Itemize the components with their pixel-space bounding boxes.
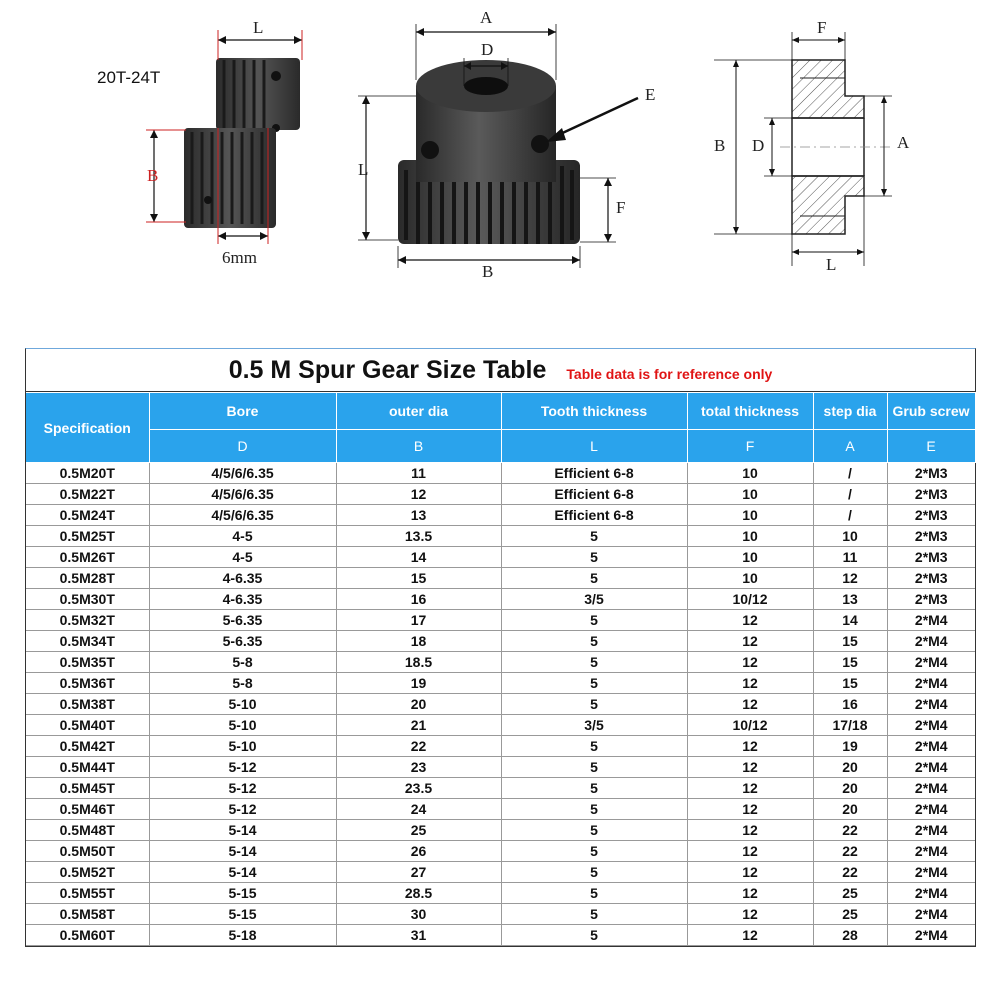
column-header-bore: Bore xyxy=(149,393,336,430)
column-letter-a: A xyxy=(813,430,887,463)
table-cell: 16 xyxy=(336,589,501,610)
table-cell: 2*M4 xyxy=(887,631,975,652)
table-row xyxy=(26,694,975,715)
table-cell: 5-12 xyxy=(149,799,336,820)
table-cell: 2*M4 xyxy=(887,715,975,736)
table-cell: 12 xyxy=(687,925,813,946)
gear-size-table xyxy=(26,392,976,946)
table-cell: 5 xyxy=(501,778,687,799)
table-cell: 0.5M36T xyxy=(26,673,149,694)
table-cell: 10 xyxy=(687,547,813,568)
table-cell: 5 xyxy=(501,673,687,694)
diagram-label-a: A xyxy=(897,133,910,152)
table-cell: Efficient 6-8 xyxy=(501,484,687,505)
table-cell: 4-5 xyxy=(149,547,336,568)
table-cell: 28 xyxy=(813,925,887,946)
diagram-label-d: D xyxy=(752,136,765,155)
table-cell: 27 xyxy=(336,862,501,883)
table-cell: 2*M4 xyxy=(887,841,975,862)
table-cell: 12 xyxy=(687,694,813,715)
table-cell: 5 xyxy=(501,862,687,883)
table-cell: 5-15 xyxy=(149,904,336,925)
table-cell: 18 xyxy=(336,631,501,652)
table-cell: 5 xyxy=(501,799,687,820)
table-cell: 0.5M28T xyxy=(26,568,149,589)
table-cell: 5-10 xyxy=(149,736,336,757)
table-cell: 2*M4 xyxy=(887,757,975,778)
table-row xyxy=(26,757,975,778)
column-header-specification: Specification xyxy=(26,393,149,463)
column-header-tooth-thickness: Tooth thickness xyxy=(501,393,687,430)
table-cell: 5-6.35 xyxy=(149,631,336,652)
dim-label-a: A xyxy=(480,8,493,27)
column-letter-f: F xyxy=(687,430,813,463)
table-cell: 5-18 xyxy=(149,925,336,946)
table-cell: 2*M4 xyxy=(887,799,975,820)
table-row xyxy=(26,610,975,631)
table-cell: 0.5M22T xyxy=(26,484,149,505)
table-cell: 2*M3 xyxy=(887,484,975,505)
column-header-total-thickness: total thickness xyxy=(687,393,813,430)
diagram-label-l: L xyxy=(826,255,837,274)
table-cell: 10 xyxy=(687,505,813,526)
diagram-label-f: F xyxy=(817,18,827,37)
table-cell: 11 xyxy=(813,547,887,568)
table-cell: 20 xyxy=(813,778,887,799)
table-cell: 2*M4 xyxy=(887,820,975,841)
table-cell: 2*M3 xyxy=(887,589,975,610)
column-letter-d: D xyxy=(149,430,336,463)
table-cell: 14 xyxy=(336,547,501,568)
table-row xyxy=(26,589,975,610)
table-cell: 5 xyxy=(501,883,687,904)
table-cell: 5 xyxy=(501,820,687,841)
table-cell: 12 xyxy=(687,778,813,799)
table-cell: 0.5M24T xyxy=(26,505,149,526)
dim-label-f: F xyxy=(616,198,626,217)
table-cell: 25 xyxy=(813,883,887,904)
table-cell: 5 xyxy=(501,736,687,757)
gear-cross-section-diagram xyxy=(700,0,960,290)
table-cell: 4/5/6/6.35 xyxy=(149,484,336,505)
table-cell: 5 xyxy=(501,925,687,946)
table-cell: 12 xyxy=(687,673,813,694)
dim-label-b: B xyxy=(147,166,159,185)
table-cell: 17/18 xyxy=(813,715,887,736)
table-cell: 5-14 xyxy=(149,841,336,862)
table-cell: 13.5 xyxy=(336,526,501,547)
table-cell: 20 xyxy=(813,757,887,778)
table-cell: / xyxy=(813,505,887,526)
table-cell: Efficient 6-8 xyxy=(501,505,687,526)
table-cell: 5 xyxy=(501,694,687,715)
table-cell: 0.5M52T xyxy=(26,862,149,883)
table-cell: 0.5M35T xyxy=(26,652,149,673)
table-row xyxy=(26,463,975,484)
table-cell: 0.5M40T xyxy=(26,715,149,736)
table-cell: 2*M4 xyxy=(887,862,975,883)
table-cell: 19 xyxy=(336,673,501,694)
table-cell: 10/12 xyxy=(687,715,813,736)
table-cell: 10 xyxy=(687,568,813,589)
table-cell: 4/5/6/6.35 xyxy=(149,505,336,526)
table-cell: 22 xyxy=(336,736,501,757)
table-cell: 5 xyxy=(501,904,687,925)
table-row xyxy=(26,631,975,652)
table-title: 0.5 M Spur Gear Size Table xyxy=(228,355,547,384)
table-cell: 2*M3 xyxy=(887,463,975,484)
table-cell: 5-8 xyxy=(149,673,336,694)
table-row xyxy=(26,673,975,694)
table-cell: 2*M4 xyxy=(887,883,975,904)
table-row xyxy=(26,526,975,547)
table-cell: 0.5M42T xyxy=(26,736,149,757)
table-cell: 0.5M45T xyxy=(26,778,149,799)
table-cell: 22 xyxy=(813,862,887,883)
table-cell: 0.5M25T xyxy=(26,526,149,547)
table-cell: 12 xyxy=(687,799,813,820)
table-cell: 2*M4 xyxy=(887,778,975,799)
table-body xyxy=(26,463,975,946)
size-table xyxy=(25,348,976,947)
dim-label-l: L xyxy=(358,160,369,179)
table-cell: 21 xyxy=(336,715,501,736)
table-cell: 31 xyxy=(336,925,501,946)
table-row xyxy=(26,862,975,883)
table-cell: 2*M3 xyxy=(887,568,975,589)
table-row xyxy=(26,778,975,799)
table-cell: 0.5M46T xyxy=(26,799,149,820)
table-title-row xyxy=(26,349,975,392)
table-cell: 2*M3 xyxy=(887,505,975,526)
table-cell: 24 xyxy=(336,799,501,820)
table-cell: 0.5M20T xyxy=(26,463,149,484)
table-cell: 4-5 xyxy=(149,526,336,547)
table-cell: 20 xyxy=(336,694,501,715)
gear-illustrations xyxy=(0,0,1000,320)
table-row xyxy=(26,736,975,757)
table-cell: 0.5M26T xyxy=(26,547,149,568)
column-header-grub-screw: Grub screw xyxy=(887,393,975,430)
table-cell: 15 xyxy=(813,673,887,694)
table-cell: 12 xyxy=(813,568,887,589)
table-cell: 15 xyxy=(813,631,887,652)
table-cell: 2*M4 xyxy=(887,694,975,715)
table-cell: 5-15 xyxy=(149,883,336,904)
table-row xyxy=(26,652,975,673)
table-cell: 10 xyxy=(813,526,887,547)
table-cell: 0.5M38T xyxy=(26,694,149,715)
dim-label-b: B xyxy=(482,262,494,281)
table-cell: 4/5/6/6.35 xyxy=(149,463,336,484)
table-cell: 23 xyxy=(336,757,501,778)
table-cell: 5 xyxy=(501,547,687,568)
reference-note: Table data is for reference only xyxy=(566,366,773,382)
table-cell: 25 xyxy=(813,904,887,925)
table-cell: 0.5M60T xyxy=(26,925,149,946)
table-cell: 2*M4 xyxy=(887,904,975,925)
table-cell: 22 xyxy=(813,841,887,862)
table-cell: 5 xyxy=(501,526,687,547)
table-cell: 15 xyxy=(813,652,887,673)
table-cell: 5-14 xyxy=(149,820,336,841)
table-cell: 12 xyxy=(687,610,813,631)
table-cell: 2*M4 xyxy=(887,925,975,946)
table-row xyxy=(26,820,975,841)
column-header-step-dia: step dia xyxy=(813,393,887,430)
table-cell: 0.5M50T xyxy=(26,841,149,862)
column-letter-e: E xyxy=(887,430,975,463)
table-cell: 10 xyxy=(687,463,813,484)
table-cell: 2*M4 xyxy=(887,610,975,631)
table-cell: 3/5 xyxy=(501,715,687,736)
table-row xyxy=(26,547,975,568)
table-cell: 4-6.35 xyxy=(149,589,336,610)
table-cell: 12 xyxy=(687,862,813,883)
table-cell: 10/12 xyxy=(687,589,813,610)
gear-range-note: 20T-24T xyxy=(97,68,161,87)
table-cell: 11 xyxy=(336,463,501,484)
table-cell: 22 xyxy=(813,820,887,841)
column-letter-b: B xyxy=(336,430,501,463)
table-cell: / xyxy=(813,484,887,505)
table-cell: 0.5M58T xyxy=(26,904,149,925)
table-cell: 12 xyxy=(687,883,813,904)
table-cell: 10 xyxy=(687,526,813,547)
table-cell: 19 xyxy=(813,736,887,757)
table-cell: 5-12 xyxy=(149,778,336,799)
table-cell: 12 xyxy=(687,904,813,925)
table-cell: 0.5M44T xyxy=(26,757,149,778)
table-cell: 0.5M55T xyxy=(26,883,149,904)
table-cell: 5 xyxy=(501,652,687,673)
table-cell: 5 xyxy=(501,610,687,631)
table-row xyxy=(26,715,975,736)
table-cell: 12 xyxy=(687,736,813,757)
table-row xyxy=(26,925,975,946)
table-cell: 2*M3 xyxy=(887,547,975,568)
table-cell: 5-10 xyxy=(149,694,336,715)
table-cell: 2*M4 xyxy=(887,736,975,757)
table-cell: 16 xyxy=(813,694,887,715)
column-letter-l: L xyxy=(501,430,687,463)
table-cell: / xyxy=(813,463,887,484)
table-row xyxy=(26,799,975,820)
table-cell: 12 xyxy=(336,484,501,505)
table-cell: 5-12 xyxy=(149,757,336,778)
table-cell: 5-6.35 xyxy=(149,610,336,631)
table-row xyxy=(26,484,975,505)
table-cell: 14 xyxy=(813,610,887,631)
table-cell: 12 xyxy=(687,841,813,862)
table-cell: 25 xyxy=(336,820,501,841)
table-cell: 28.5 xyxy=(336,883,501,904)
table-cell: 3/5 xyxy=(501,589,687,610)
table-cell: 0.5M32T xyxy=(26,610,149,631)
table-cell: 2*M3 xyxy=(887,526,975,547)
table-cell: 5 xyxy=(501,568,687,589)
table-row xyxy=(26,883,975,904)
table-cell: 0.5M48T xyxy=(26,820,149,841)
table-cell: 0.5M34T xyxy=(26,631,149,652)
table-cell: 12 xyxy=(687,652,813,673)
table-cell: 17 xyxy=(336,610,501,631)
table-row xyxy=(26,841,975,862)
table-cell: 12 xyxy=(687,820,813,841)
table-cell: 5 xyxy=(501,757,687,778)
table-cell: 12 xyxy=(687,757,813,778)
table-cell: 5 xyxy=(501,631,687,652)
table-cell: 5-8 xyxy=(149,652,336,673)
dim-label-d: D xyxy=(481,40,494,59)
table-row xyxy=(26,904,975,925)
table-row xyxy=(26,505,975,526)
table-cell: 20 xyxy=(813,799,887,820)
column-header-outer-dia: outer dia xyxy=(336,393,501,430)
table-cell: 26 xyxy=(336,841,501,862)
table-cell: 2*M4 xyxy=(887,652,975,673)
diagram-label-b: B xyxy=(714,136,726,155)
table-cell: 5-10 xyxy=(149,715,336,736)
dim-label-l: L xyxy=(253,18,264,37)
table-cell: Efficient 6-8 xyxy=(501,463,687,484)
table-cell: 13 xyxy=(336,505,501,526)
table-cell: 23.5 xyxy=(336,778,501,799)
table-cell: 10 xyxy=(687,484,813,505)
table-cell: 2*M4 xyxy=(887,673,975,694)
dim-label-e: E xyxy=(645,85,656,104)
table-cell: 18.5 xyxy=(336,652,501,673)
dim-label-6mm: 6mm xyxy=(222,248,257,267)
table-cell: 5 xyxy=(501,841,687,862)
table-cell: 30 xyxy=(336,904,501,925)
table-cell: 12 xyxy=(687,631,813,652)
table-cell: 13 xyxy=(813,589,887,610)
table-cell: 4-6.35 xyxy=(149,568,336,589)
table-row xyxy=(26,568,975,589)
table-cell: 0.5M30T xyxy=(26,589,149,610)
table-cell: 5-14 xyxy=(149,862,336,883)
table-cell: 15 xyxy=(336,568,501,589)
